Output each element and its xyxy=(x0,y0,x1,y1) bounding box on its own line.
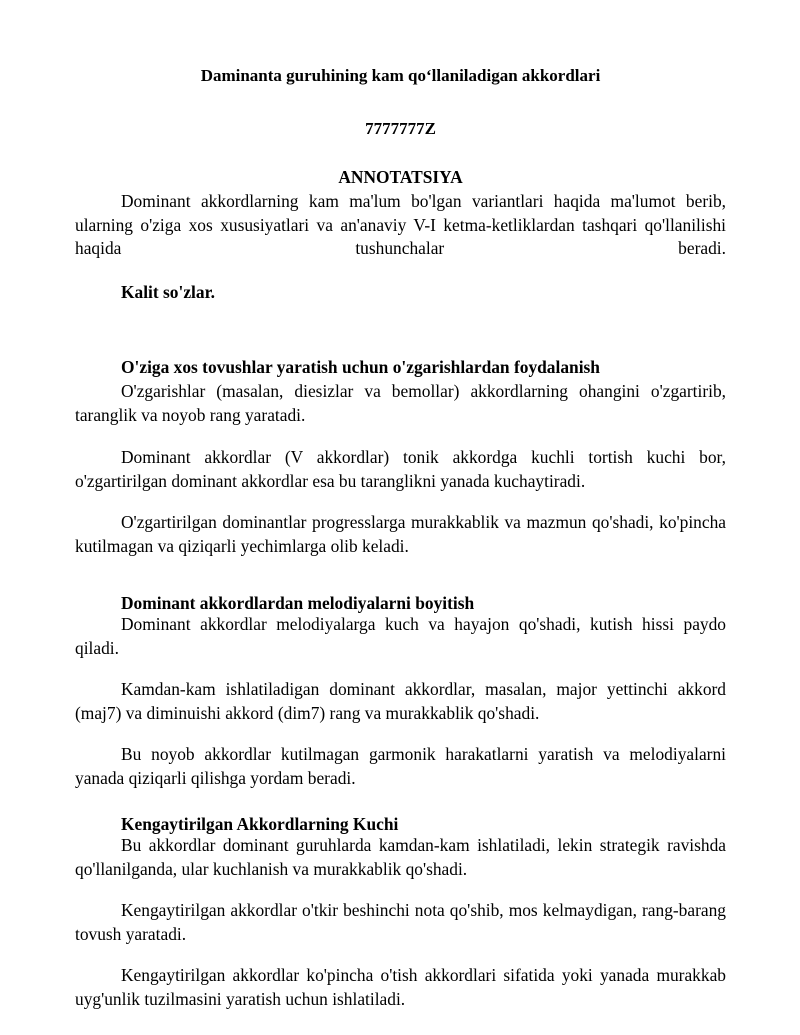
section-3-paragraph-1: Bu akkordlar dominant guruhlarda kamdan-kam ishlatiladi, lekin strategik ravishda qo'llanilganda, ular kuchlanish va murakkablik qo'shadi. xyxy=(75,835,726,879)
section-3-paragraph-2: Kengaytirilgan akkordlar o'tkir beshinchi nota qo'shib, mos kelmaydigan, rang-barang tovush yaratadi. xyxy=(75,900,726,944)
annotation-text: Dominant akkordlarning kam ma'lum bo'lgan variantlari haqida ma'lumot berib, ularning o'ziga xos xususiyatlari va an'anaviy V-I ketma-ketliklardan tashqari qo'llanilishi haqida tushunchalar beradi. xyxy=(75,191,726,258)
section-heading-melodies: Dominant akkordlardan melodiyalarni boyitish xyxy=(121,593,475,613)
section-2-paragraph-2: Kamdan-kam ishlatiladigan dominant akkordlar, masalan, major yettinchi akkord (maj7) va diminuishi akkord (dim7) rang va murakkablik qo'shadi. xyxy=(75,679,726,723)
document-title: Daminanta guruhining kam qo‘llaniladigan akkordlari xyxy=(200,66,601,85)
section-2-paragraph-1: Dominant akkordlar melodiyalarga kuch va hayajon qo'shadi, kutish hissi paydo qiladi. xyxy=(75,614,726,658)
section-heading-augmented: Kengaytirilgan Akkordlarning Kuchi xyxy=(121,814,399,834)
section-3-paragraph-3: Kengaytirilgan akkordlar ko'pincha o'tish akkordlari sifatida yoki yanada murakkab uyg'unlik tuzilmasini yaratish uchun ishlatiladi. xyxy=(75,965,726,1009)
section-1-paragraph-1: O'zgarishlar (masalan, diesizlar va bemollar) akkordlarning ohangini o'zgartirib, taranglik va noyob rang yaratadi. xyxy=(75,381,726,425)
section-1-paragraph-3: O'zgartirilgan dominantlar progresslarga murakkablik va mazmun qo'shadi, ko'pincha kutilmagan va qiziqarli yechimlarga olib keladi. xyxy=(75,512,726,556)
annotation-heading: ANNOTATSIYA xyxy=(338,167,463,187)
document-code: 7777777Z xyxy=(365,119,436,138)
section-1-paragraph-2: Dominant akkordlar (V akkordlar) tonik akkordga kuchli tortish kuchi bor, o'zgartirilgan dominant akkordlar esa bu taranglikni yanada kuchaytiradi. xyxy=(75,447,726,491)
keywords-label: Kalit so'zlar. xyxy=(121,282,216,302)
section-heading-alterations: O'ziga xos tovushlar yaratish uchun o'zgarishlardan foydalanish xyxy=(121,357,600,377)
section-2-paragraph-3: Bu noyob akkordlar kutilmagan garmonik harakatlarni yaratish va melodiyalarni yanada qiziqarli qilishga yordam beradi. xyxy=(75,744,726,788)
